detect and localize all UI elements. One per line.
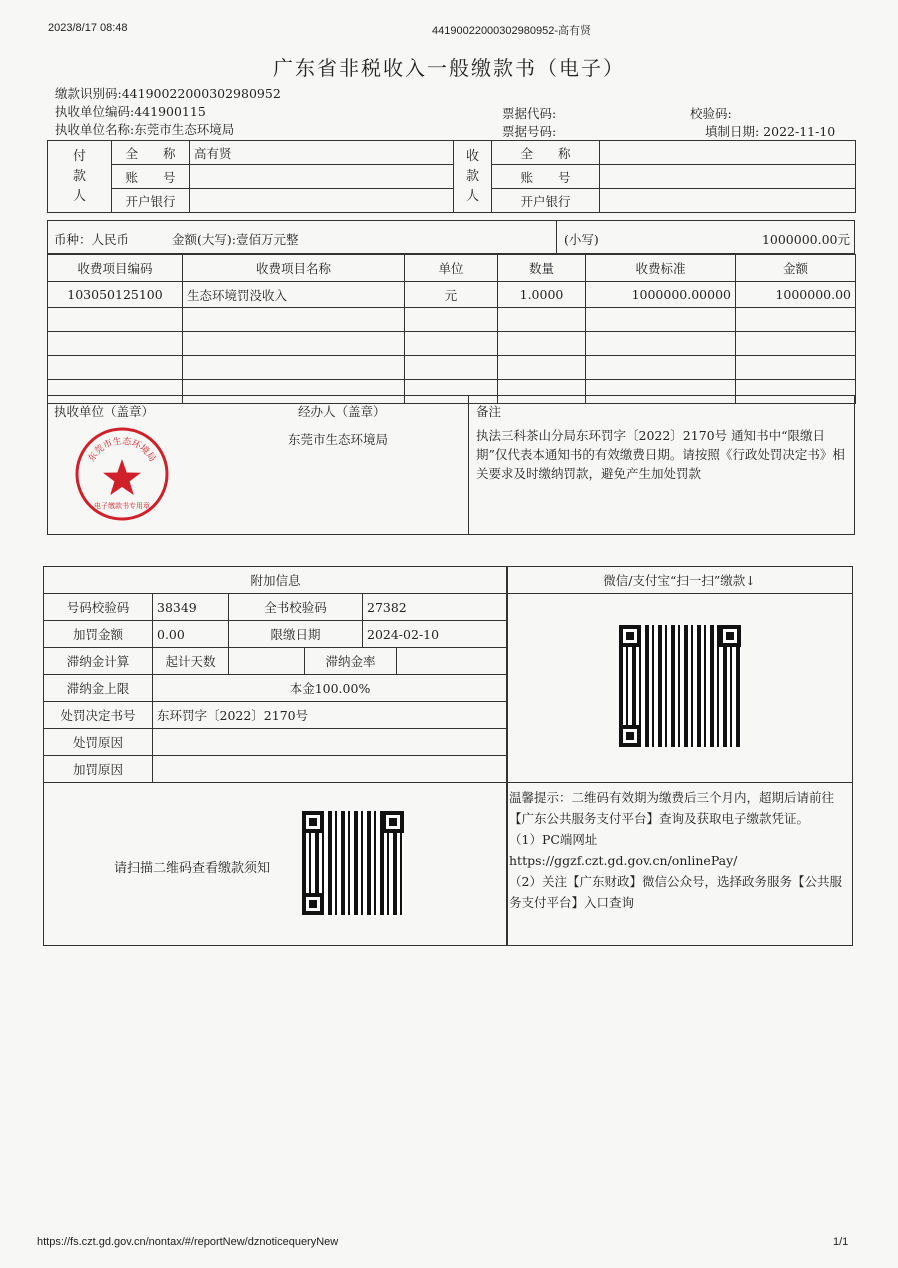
decision-label: 处罚决定书号: [44, 702, 153, 729]
remark-text: 执法三科茶山分局东环罚字〔2022〕2170号 通知书中“限缴日期”仅代表本通知书的有效缴费日期。请按照《行政处罚决定书》相关要求及时缴纳罚款，避免产生加处罚款: [476, 428, 845, 481]
items-header-code: 收费项目编码: [48, 255, 183, 282]
amount-upper: 金额(大写):壹佰万元整: [172, 232, 299, 247]
remark-label: 备注: [476, 404, 502, 419]
check-code-label: 校验码:: [690, 106, 732, 121]
scan-notice-cell: [44, 783, 508, 946]
start-days-label: 起计天数: [153, 648, 229, 675]
deadline-label: 限缴日期: [229, 621, 363, 648]
extra-reason-label: 加罚原因: [44, 756, 153, 783]
org-name: 执收单位名称:东莞市生态环境局: [55, 122, 235, 137]
print-datetime: 2023/8/17 08:48: [48, 22, 128, 34]
payee-account: [600, 165, 856, 189]
seal-section: [47, 395, 855, 535]
currency: 币种：人民币: [54, 232, 130, 247]
tip-intro: 温馨提示：二维码有效期为缴费后三个月内，超期后请前往【广东公共服务支付平台】查询及获取电子缴款凭证。: [509, 790, 835, 826]
tip-pc-label: （1）PC端网址: [509, 832, 598, 847]
scan-notice-text: 请扫描二维码查看缴款须知: [114, 861, 271, 876]
payee-side-label: 收 款 人: [454, 141, 492, 213]
payment-qr-title: 微信/支付宝“扫一扫”缴款↓: [507, 567, 852, 594]
payee-name: [600, 141, 856, 165]
payer-side-label: 付 款 人: [48, 141, 112, 213]
payee-bank: [600, 189, 856, 213]
table-row: [48, 308, 856, 332]
tip-pc-url[interactable]: https://ggzf.czt.gd.gov.cn/onlinePay/: [509, 853, 738, 868]
payer-bank-label: 开户银行: [112, 189, 190, 213]
payment-qr-panel: [506, 566, 853, 946]
late-fee-label: 滞纳金计算: [44, 648, 153, 675]
start-days: [229, 648, 305, 675]
document-reference: 44190022000302980952-高有贤: [432, 25, 592, 37]
items-header-quantity: 数量: [498, 255, 586, 282]
payment-tips: [509, 787, 847, 913]
extra-info-title: 附加信息: [44, 567, 508, 594]
payment-id: 缴款识别码:44190022000302980952: [55, 86, 281, 101]
reason-label: 处罚原因: [44, 729, 153, 756]
item-unit: 元: [405, 282, 498, 308]
payer-name-label: 全 称: [112, 141, 190, 165]
amount-lower: 1000000.00元: [761, 232, 850, 247]
footer-url[interactable]: https://fs.czt.gd.gov.cn/nontax/#/reportNew/dznoticequeryNew: [37, 1236, 339, 1248]
penalty-amount: 0.00: [153, 621, 229, 648]
check-number: 38349: [153, 594, 229, 621]
qr-panel-divider: [507, 782, 852, 783]
table-row: [48, 282, 856, 308]
check-number-label: 号码校验码: [44, 594, 153, 621]
svg-text:东莞市生态环境局: [85, 435, 158, 464]
penalty-amount-label: 加罚金额: [44, 621, 153, 648]
official-seal: [72, 424, 172, 524]
payee-bank-label: 开户银行: [492, 189, 600, 213]
seal-star-icon: [103, 459, 141, 495]
payee-name-label: 全 称: [492, 141, 600, 165]
extra-info-table: [43, 566, 508, 946]
full-check: 27382: [363, 594, 508, 621]
items-table: [47, 254, 856, 404]
late-cap-label: 滞纳金上限: [44, 675, 153, 702]
decision-number: 东环罚字〔2022〕2170号: [153, 702, 508, 729]
item-quantity: 1.0000: [498, 282, 586, 308]
payer-name: 高有贤: [190, 141, 454, 165]
seal-bottom-text: 电子缴款书专用章: [94, 502, 150, 510]
payee-account-label: 账 号: [492, 165, 600, 189]
seal-top-text: 东莞市生态环境局: [86, 436, 158, 464]
item-code: 103050125100: [48, 282, 183, 308]
notice-qr-code[interactable]: [302, 811, 404, 915]
table-row: [48, 356, 856, 380]
late-rate: [397, 648, 508, 675]
table-row: [48, 332, 856, 356]
org-code: 执收单位编码:441900115: [55, 104, 206, 119]
agent-name: 东莞市生态环境局: [288, 432, 389, 447]
items-header-name: 收费项目名称: [183, 255, 405, 282]
amount-row: [47, 220, 855, 254]
bill-number-label: 票据号码:: [502, 124, 557, 139]
item-amount: 1000000.00: [736, 282, 856, 308]
payment-qr-code[interactable]: [619, 625, 741, 747]
amount-lower-label: (小写): [564, 232, 599, 247]
tip-wechat: （2）关注【广东财政】微信公众号，选择政务服务【公共服务支付平台】入口查询: [509, 874, 842, 910]
item-standard: 1000000.00000: [586, 282, 736, 308]
page-number: 1/1: [833, 1236, 849, 1248]
items-header-standard: 收费标准: [586, 255, 736, 282]
amount-divider: [556, 221, 557, 254]
agent-seal-label: 经办人（盖章）: [298, 404, 386, 419]
extra-reason: [153, 756, 508, 783]
payer-bank: [190, 189, 454, 213]
fill-date: 填制日期: 2022-11-10: [705, 124, 836, 139]
deadline: 2024-02-10: [363, 621, 508, 648]
item-name: 生态环境罚没收入: [183, 282, 405, 308]
payer-payee-table: [47, 140, 856, 213]
full-check-label: 全书校验码: [229, 594, 363, 621]
document-title: 广东省非税收入一般缴款书（电子）: [273, 56, 625, 80]
late-rate-label: 滞纳金率: [305, 648, 397, 675]
late-cap: 本金100.00%: [153, 675, 508, 702]
org-seal-label: 执收单位（盖章）: [54, 404, 155, 419]
items-header-amount: 金额: [736, 255, 856, 282]
payer-account-label: 账 号: [112, 165, 190, 189]
payer-account: [190, 165, 454, 189]
reason: [153, 729, 508, 756]
bill-code-label: 票据代码:: [502, 106, 557, 121]
items-header-unit: 单位: [405, 255, 498, 282]
remark-divider: [468, 396, 469, 535]
